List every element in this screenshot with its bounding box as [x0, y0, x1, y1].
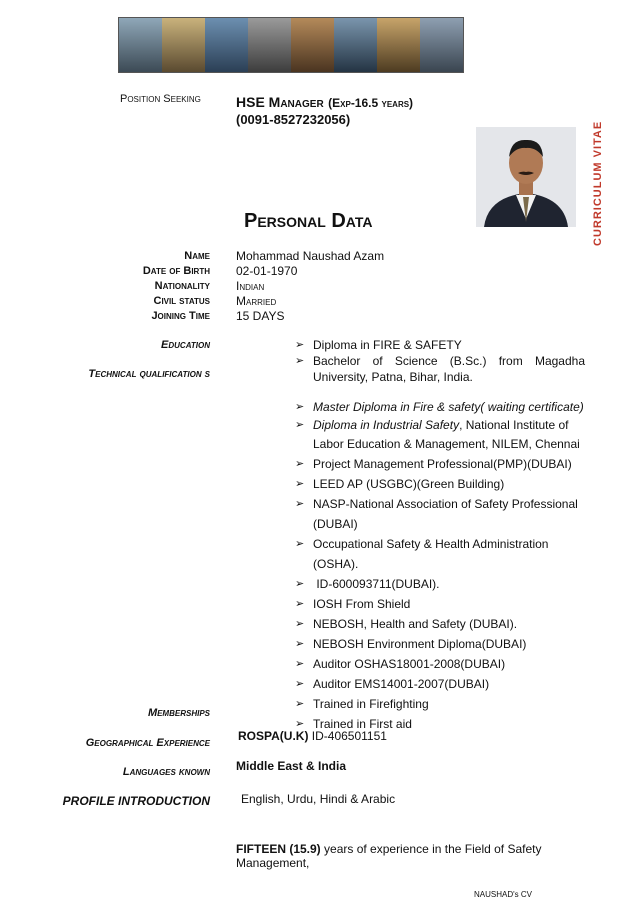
- position-exp-text: (Exp-16.5 years): [328, 96, 414, 110]
- tech-item-text: Auditor OSHAS18001-2008(DUBAI): [313, 657, 506, 671]
- tech-item-text: ID-600093711(DUBAI).: [313, 577, 440, 591]
- languages-value: English, Urdu, Hindi & Arabic: [241, 792, 396, 806]
- education-item-text: Diploma in FIRE & SAFETY: [313, 338, 462, 352]
- technical-qualifications-label: Technical qualification s: [88, 368, 210, 380]
- nationality-label: Nationality: [154, 280, 210, 292]
- technical-qualifications-list: [295, 399, 585, 734]
- list-item: [295, 594, 585, 614]
- tech-item-text: NEBOSH, Health and Safety (DUBAI).: [313, 617, 518, 631]
- arrow-bullet-icon: ➢: [295, 638, 305, 650]
- list-item: [295, 654, 585, 674]
- position-title: [236, 94, 413, 112]
- tech-item-text: Master Diploma in Fire & safety( waiting certificate): [313, 400, 584, 414]
- languages-known-label: Languages known: [122, 766, 210, 778]
- curriculum-vitae-side-title: [592, 118, 606, 246]
- position-seeking-label: Position Seeking: [120, 93, 201, 105]
- list-item: [295, 399, 585, 416]
- tech-item-text: IOSH From Shield: [313, 597, 411, 611]
- education-item-text: Bachelor of Science (B.Sc.) from Magadha University, Patna, Bihar, India.: [313, 354, 585, 384]
- list-item: [295, 614, 585, 634]
- education-list: [295, 337, 585, 385]
- list-item: [295, 694, 585, 714]
- geographical-experience-value: Middle East & India: [236, 759, 347, 773]
- tech-item-text: Auditor EMS14001-2007(DUBAI): [313, 677, 490, 691]
- list-item: [295, 574, 585, 594]
- tech-item-text: LEED AP (USGBC)(Green Building): [313, 477, 505, 491]
- arrow-bullet-icon: ➢: [295, 538, 305, 550]
- personal-data-heading: Personal Data: [244, 210, 373, 232]
- arrow-bullet-icon: ➢: [295, 355, 305, 367]
- list-item: [295, 474, 585, 494]
- nationality-value: Indian: [236, 279, 265, 293]
- list-item: [295, 353, 585, 385]
- name-value: Mohammad Naushad Azam: [236, 249, 385, 263]
- joining-time-value: 15 DAYS: [236, 309, 285, 323]
- phone-number: (0091-8527232056): [236, 112, 351, 127]
- list-item: [295, 454, 585, 474]
- list-item: [295, 494, 585, 534]
- membership-id: ID-406501151: [308, 729, 387, 743]
- membership-org: ROSPA(U.K): [238, 729, 309, 743]
- curriculum-vitae-text: CURRICULUM VITAE: [592, 120, 604, 246]
- tech-item-italic-text: Diploma in Industrial Safety: [313, 418, 460, 432]
- dob-value: 02-01-1970: [236, 264, 298, 278]
- tech-item-text: NASP-National Association of Safety Professional (DUBAI): [313, 497, 578, 531]
- list-item: [295, 674, 585, 694]
- dob-label: Date of Birth: [142, 265, 210, 277]
- header-banner-image: [118, 17, 464, 73]
- profile-introduction-label: PROFILE INTRODUCTION: [62, 794, 210, 808]
- arrow-bullet-icon: ➢: [295, 678, 305, 690]
- arrow-bullet-icon: ➢: [295, 401, 305, 413]
- position-title-text: HSE Manager: [236, 94, 324, 110]
- profile-photo: [476, 127, 576, 227]
- joining-time-label: Joining Time: [151, 310, 210, 322]
- tech-item-text: Trained in First aid: [313, 717, 412, 731]
- arrow-bullet-icon: ➢: [295, 718, 305, 730]
- geographical-experience-label: Geographical Experience: [85, 737, 210, 749]
- list-item: [295, 416, 585, 454]
- arrow-bullet-icon: ➢: [295, 419, 305, 431]
- arrow-bullet-icon: ➢: [295, 698, 305, 710]
- name-label: Name: [184, 250, 210, 262]
- tech-item-text: Occupational Safety & Health Administration (OSHA).: [313, 537, 549, 571]
- tech-item-text: , National Institute of Labor Education & Management, NILEM, Chennai: [313, 418, 580, 451]
- list-item: [295, 337, 585, 353]
- arrow-bullet-icon: ➢: [295, 658, 305, 670]
- education-label: Education: [161, 339, 210, 351]
- profile-years-bold: FIFTEEN (15.9): [236, 842, 321, 856]
- tech-item-text: Trained in Firefighting: [313, 697, 429, 711]
- tech-item-text: NEBOSH Environment Diploma(DUBAI): [313, 637, 527, 651]
- arrow-bullet-icon: ➢: [295, 458, 305, 470]
- footer-cv-label: NAUSHAD's CV: [474, 890, 532, 899]
- arrow-bullet-icon: ➢: [295, 478, 305, 490]
- tech-item-text: Project Management Professional(PMP)(DUBAI): [313, 457, 572, 471]
- profile-introduction-text: [236, 842, 586, 870]
- arrow-bullet-icon: ➢: [295, 498, 305, 510]
- list-item: [295, 534, 585, 574]
- memberships-label: Memberships: [147, 707, 210, 719]
- arrow-bullet-icon: ➢: [295, 339, 305, 351]
- arrow-bullet-icon: ➢: [295, 598, 305, 610]
- civil-status-value: Married: [236, 294, 277, 308]
- profile-text: years of experience in the Field of Safety Management,: [236, 842, 542, 870]
- arrow-bullet-icon: ➢: [295, 578, 305, 590]
- arrow-bullet-icon: ➢: [295, 618, 305, 630]
- civil-status-label: Civil status: [153, 295, 210, 307]
- memberships-value: [238, 729, 387, 743]
- list-item: [295, 634, 585, 654]
